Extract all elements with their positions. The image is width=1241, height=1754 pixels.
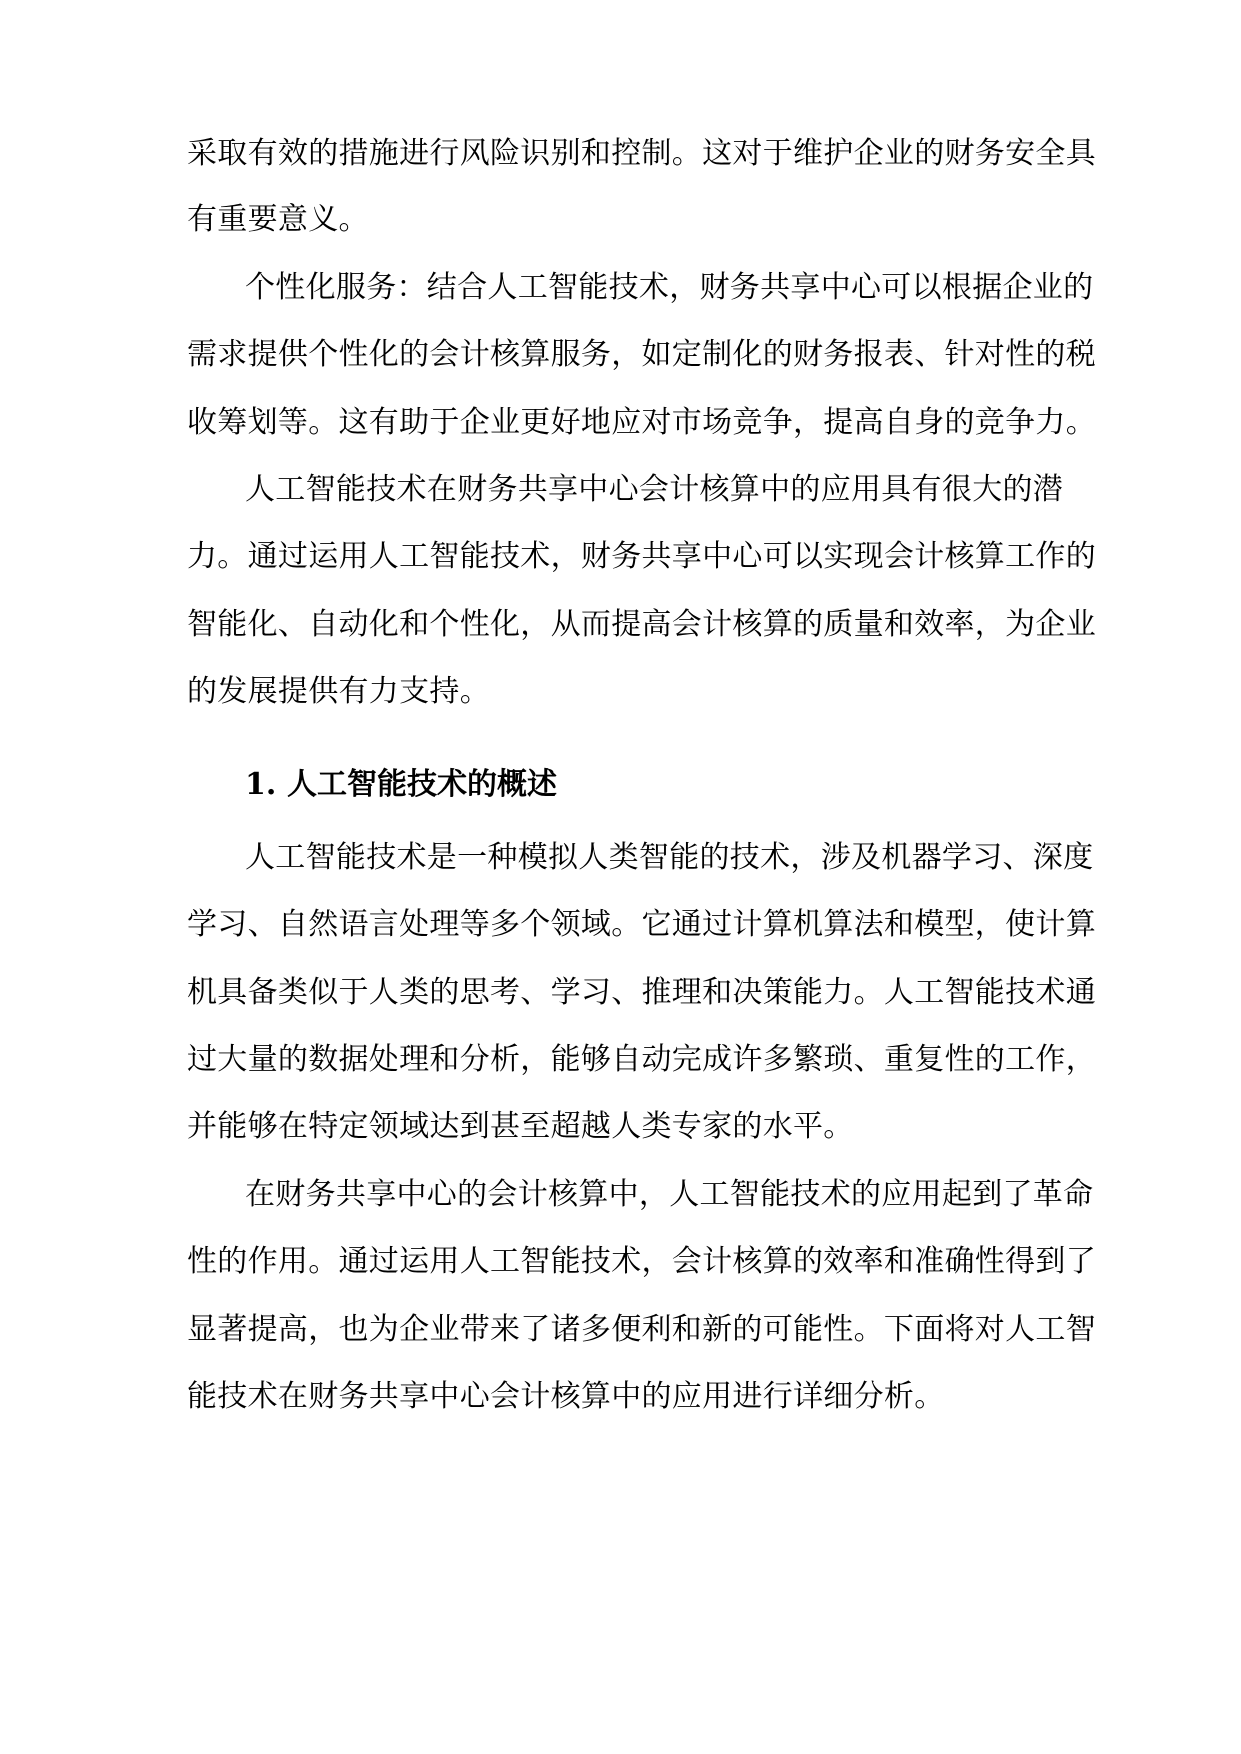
paragraph-line: 在财务共享中心的会计核算中，人工智能技术的应用起到了革命 <box>245 1177 1094 1212</box>
paragraph-line: 收筹划等。这有助于企业更好地应对市场竞争，提高自身的竞争力。 <box>187 405 1096 440</box>
paragraph-line: 有重要意义。 <box>187 202 369 237</box>
paragraph-line: 采取有效的措施进行风险识别和控制。这对于维护企业的财务安全具 <box>187 136 1096 171</box>
section-heading <box>245 765 557 805</box>
paragraph-line: 人工智能技术是一种模拟人类智能的技术，涉及机器学习、深度 <box>245 840 1094 875</box>
section-number: 1. <box>245 767 277 802</box>
paragraph-line: 并能够在特定领域达到甚至超越人类专家的水平。 <box>187 1109 854 1144</box>
section-title: 人工智能技术的概述 <box>287 767 557 802</box>
paragraph-line: 显著提高，也为企业带来了诸多便利和新的可能性。下面将对人工智 <box>187 1312 1096 1347</box>
paragraph-line: 需求提供个性化的会计核算服务，如定制化的财务报表、针对性的税 <box>187 337 1096 372</box>
paragraph-line: 性的作用。通过运用人工智能技术，会计核算的效率和准确性得到了 <box>187 1244 1096 1279</box>
paragraph-line: 学习、自然语言处理等多个领域。它通过计算机算法和模型，使计算 <box>187 907 1096 942</box>
paragraph-line: 过大量的数据处理和分析，能够自动完成许多繁琐、重复性的工作， <box>187 1042 1096 1077</box>
paragraph-line: 个性化服务：结合人工智能技术，财务共享中心可以根据企业的 <box>245 270 1094 305</box>
paragraph-line: 机具备类似于人类的思考、学习、推理和决策能力。人工智能技术通 <box>187 975 1096 1010</box>
paragraph-line: 的发展提供有力支持。 <box>187 674 490 709</box>
paragraph-line: 人工智能技术在财务共享中心会计核算中的应用具有很大的潜 <box>245 472 1064 507</box>
paragraph-line: 智能化、自动化和个性化，从而提高会计核算的质量和效率，为企业 <box>187 607 1096 642</box>
paragraph-line: 能技术在财务共享中心会计核算中的应用进行详细分析。 <box>187 1379 945 1414</box>
paragraph-line: 力。通过运用人工智能技术，财务共享中心可以实现会计核算工作的 <box>187 539 1096 574</box>
